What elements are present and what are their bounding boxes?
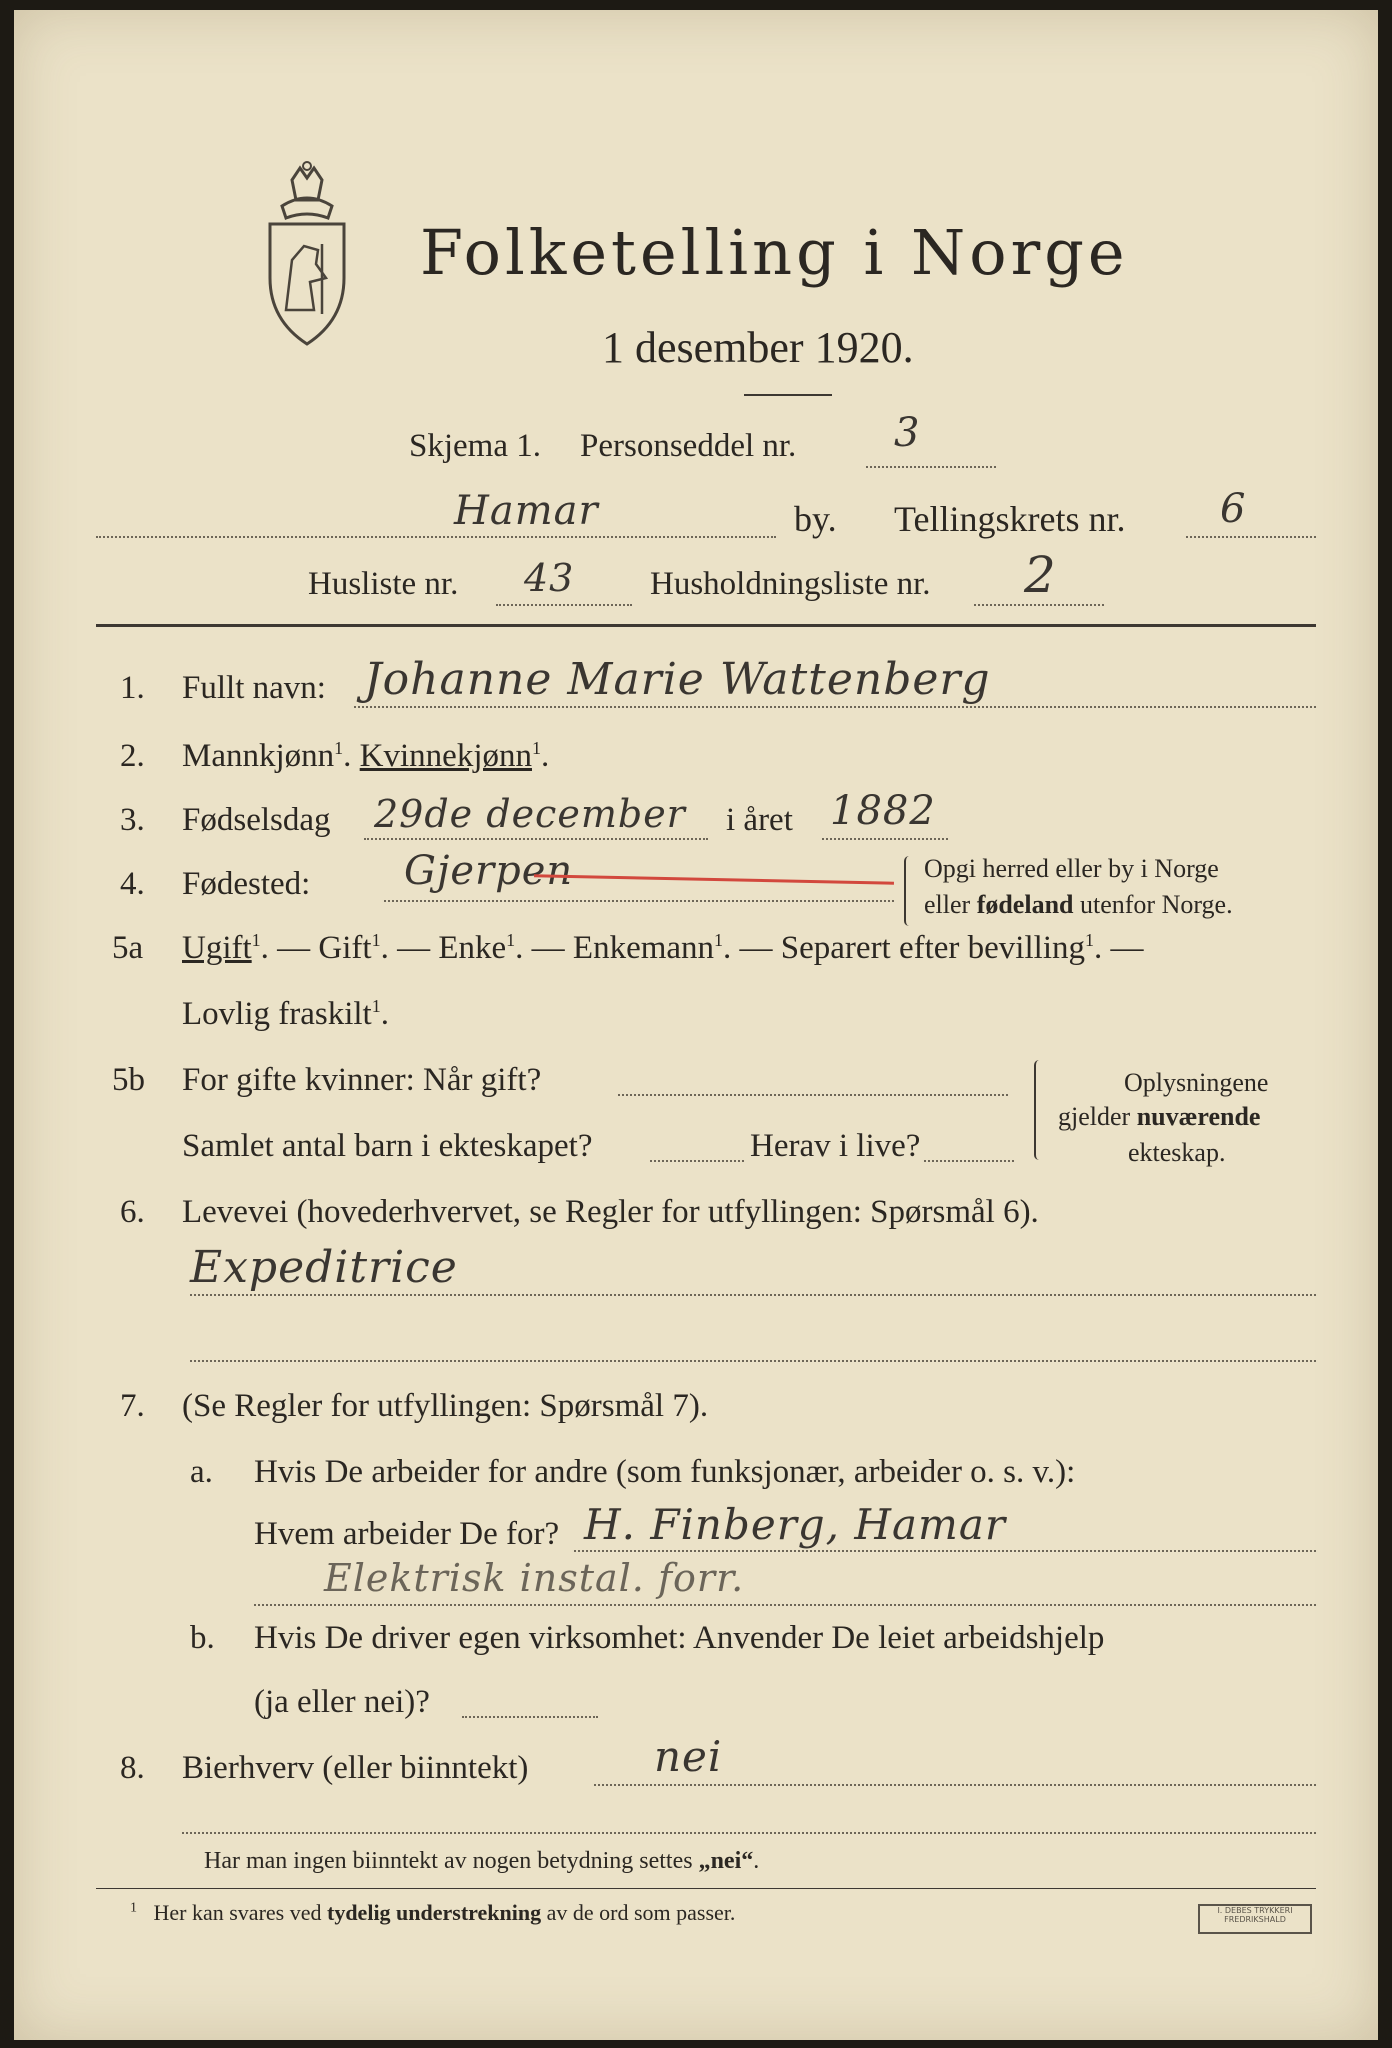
by-label: by. xyxy=(794,499,837,539)
q5b-note1: Oplysningene xyxy=(1124,1068,1269,1097)
personseddel-label: Personseddel nr. xyxy=(580,428,797,464)
q8-label: Bierhverv (eller biinntekt) xyxy=(182,1750,529,1786)
q1-label: Fullt navn: xyxy=(182,670,326,706)
q2-number: 2. xyxy=(120,738,145,774)
q3-day-value: 29de december xyxy=(374,792,686,836)
census-date: 1 desember 1920. xyxy=(602,323,914,372)
footnote-divider xyxy=(96,1888,1316,1889)
q2-option-male[interactable]: Mannkjønn xyxy=(182,738,335,774)
q2-options: Mannkjønn$^1$. Kvinnekjønn$^1$. xyxy=(182,738,550,774)
q4-number: 4. xyxy=(120,866,145,902)
q7a-letter: a. xyxy=(190,1454,213,1490)
footer-note: Har man ingen biinntekt av nogen betydning settes „nei“. xyxy=(204,1848,760,1874)
q3-label: Fødselsdag xyxy=(182,802,331,838)
q4-red-strike xyxy=(534,874,894,885)
q7-label: (Se Regler for utfyllingen: Spørsmål 7). xyxy=(182,1388,709,1424)
q7b-letter: b. xyxy=(190,1620,215,1656)
q6-label: Levevei (hovederhvervet, se Regler for utfyllingen: Spørsmål 6). xyxy=(182,1194,1039,1230)
tellingskrets-field xyxy=(1186,536,1316,538)
title-divider xyxy=(744,394,832,396)
q5b-children-field xyxy=(650,1160,744,1162)
q7b-line2: (ja eller nei)? xyxy=(254,1684,430,1720)
q5a-option-fraskilt[interactable]: Lovlig fraskilt$^1$. xyxy=(182,996,389,1032)
q7a-line2: Hvem arbeider De for? xyxy=(254,1516,560,1552)
q4-note-line1: Opgi herred eller by i Norge xyxy=(924,854,1219,883)
husholdning-label: Husholdningsliste nr. xyxy=(650,566,931,602)
q5b-number: 5b xyxy=(112,1062,145,1098)
q5b-line1: For gifte kvinner: Når gift? xyxy=(182,1062,542,1098)
q1-value: Johanne Marie Wattenberg xyxy=(364,654,991,705)
form-title: Folketelling i Norge xyxy=(420,216,1129,289)
q4-label: Fødested: xyxy=(182,866,311,902)
q1-field xyxy=(354,706,1316,708)
q5b-alive-field xyxy=(924,1160,1014,1162)
q8-field xyxy=(594,1784,1316,1786)
q2-option-female[interactable]: Kvinnekjønn xyxy=(359,738,532,774)
q5a-number: 5a xyxy=(112,930,144,966)
q7a-business-value: Elektrisk instal. forr. xyxy=(324,1556,745,1600)
q5a-option-separert[interactable]: . — Separert efter bevilling xyxy=(723,930,1085,966)
city-field xyxy=(96,536,776,538)
footnote: $^1$ Her kan svares ved tydelig understrekning av de ord som passer. xyxy=(130,1900,736,1925)
q7b-field xyxy=(462,1716,598,1718)
q5b-married-field xyxy=(618,1094,1008,1096)
tellingskrets-value: 6 xyxy=(1220,486,1247,532)
q7-number: 7. xyxy=(120,1388,145,1424)
coat-of-arms-icon xyxy=(252,160,362,350)
q5b-note3: ekteskap. xyxy=(1128,1138,1226,1167)
q7a-employer-field xyxy=(574,1550,1316,1552)
q5a-option-enke[interactable]: . — Enke xyxy=(380,930,507,966)
q7a-line1: Hvis De arbeider for andre (som funksjonær, arbeider o. s. v.): xyxy=(254,1454,1076,1490)
q5a-option-ugift[interactable]: Ugift xyxy=(182,930,252,966)
q7a-employer-field-2 xyxy=(254,1604,1316,1606)
q4-note-brace xyxy=(904,856,914,926)
q8-number: 8. xyxy=(120,1750,145,1786)
husholdning-value: 2 xyxy=(1024,546,1057,604)
q3-number: 3. xyxy=(120,802,145,838)
q3-day-field xyxy=(364,838,708,840)
header-divider xyxy=(96,624,1316,627)
q7b-line1: Hvis De driver egen virksomhet: Anvender De leiet arbeidshjelp xyxy=(254,1620,1105,1656)
q5a-option-gift[interactable]: . — Gift xyxy=(260,930,372,966)
q6-field-2 xyxy=(190,1360,1316,1362)
tellingskrets-label: Tellingskrets nr. xyxy=(894,499,1126,539)
q3-year-field xyxy=(822,838,948,840)
husliste-value: 43 xyxy=(524,556,575,600)
q5b-note-brace xyxy=(1034,1060,1044,1160)
q3-year-label: i året xyxy=(726,802,793,838)
q6-value: Expeditrice xyxy=(190,1242,458,1293)
personseddel-value: 3 xyxy=(894,410,921,456)
personseddel-field xyxy=(866,466,996,468)
q5b-note2: gjelder nuværende xyxy=(1058,1102,1261,1131)
skjema-label: Skjema 1. xyxy=(409,428,541,464)
q1-number: 1. xyxy=(120,670,145,706)
husholdning-field xyxy=(974,604,1104,606)
q5b-line2-children: Samlet antal barn i ekteskapet? xyxy=(182,1128,593,1164)
q6-number: 6. xyxy=(120,1194,145,1230)
q4-field xyxy=(384,900,894,902)
footer-divider xyxy=(182,1832,1316,1834)
census-form-page xyxy=(14,10,1378,2040)
q5a-option-enkemann[interactable]: . — Enkemann xyxy=(515,930,715,966)
q4-note-line2: eller fødeland utenfor Norge. xyxy=(924,890,1233,919)
printer-stamp: I. DEBES TRYKKERI FREDRIKSHALD xyxy=(1198,1904,1312,1934)
q7a-employer-value: H. Finberg, Hamar xyxy=(584,1500,1006,1549)
q3-year-value: 1882 xyxy=(830,788,936,834)
husliste-label: Husliste nr. xyxy=(308,566,459,602)
q8-value: nei xyxy=(654,1732,723,1781)
q6-field-1 xyxy=(190,1294,1316,1296)
q4-value: Gjerpen xyxy=(404,848,574,894)
q5b-line2-alive: Herav i live? xyxy=(750,1128,921,1164)
q5a-options: Ugift$^1$. — Gift$^1$. — Enke$^1$. — Enkemann$^1$. — Separert efter bevilling$^1$. — xyxy=(182,930,1144,966)
husliste-field xyxy=(496,604,632,606)
city-value: Hamar xyxy=(454,488,599,534)
